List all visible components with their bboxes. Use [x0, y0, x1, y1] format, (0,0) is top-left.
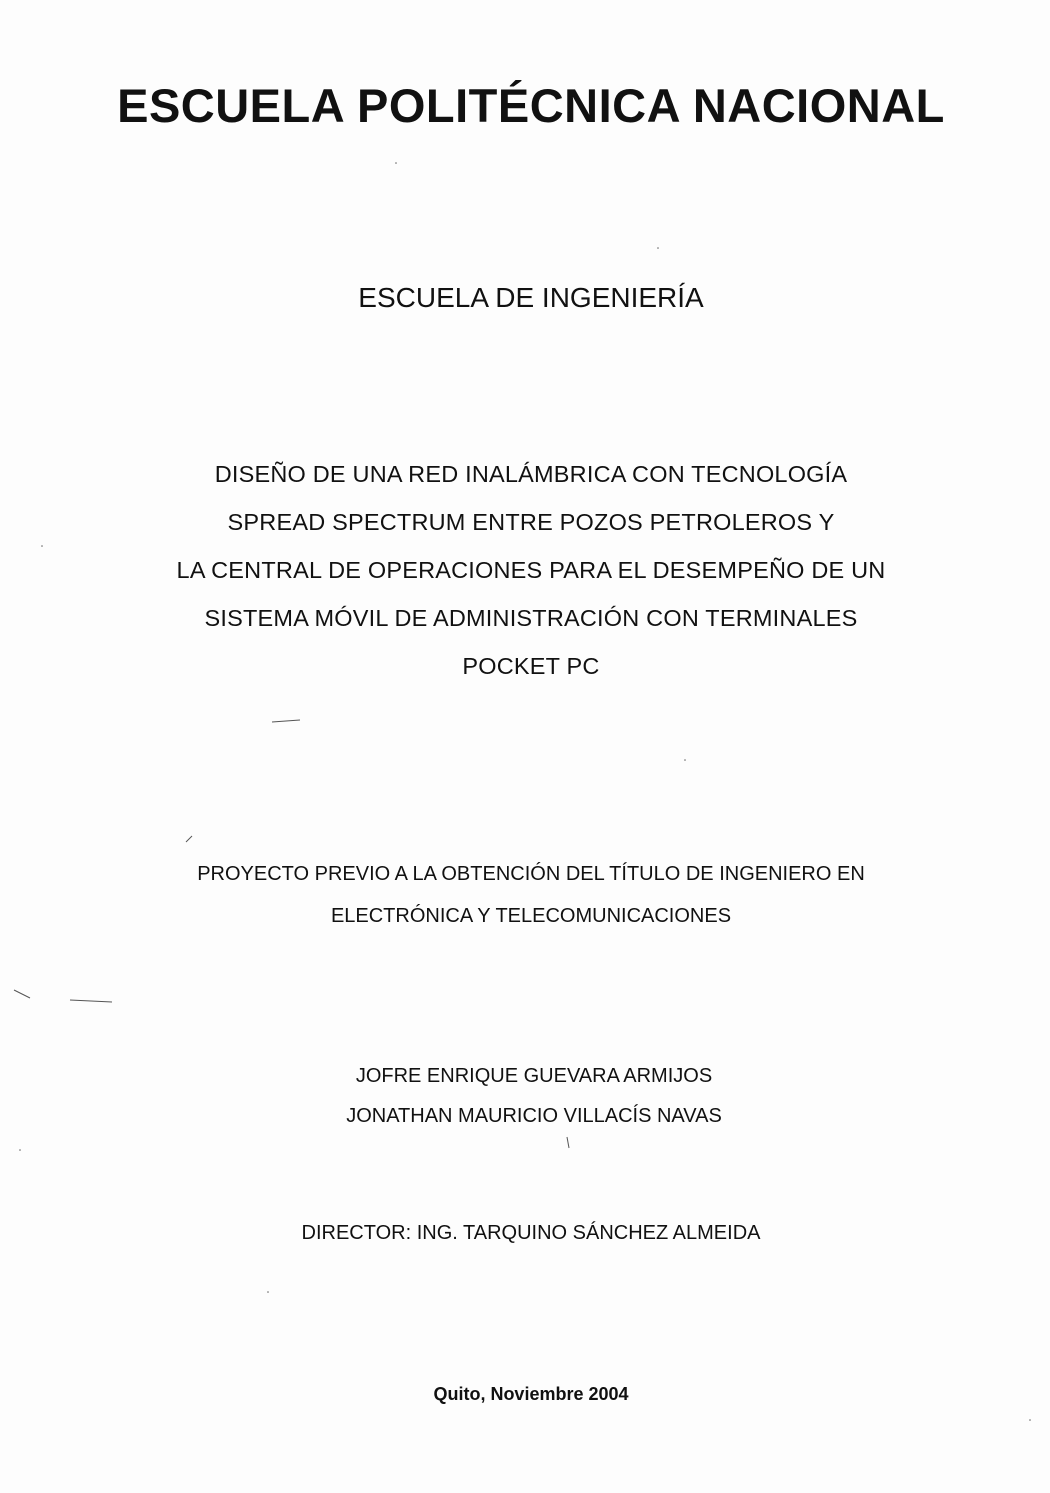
director-line: DIRECTOR: ING. TARQUINO SÁNCHEZ ALMEIDA [301, 1222, 761, 1244]
scan-speck [70, 1000, 112, 1002]
scan-speck [684, 759, 686, 761]
thesis-title-line: LA CENTRAL DE OPERACIONES PARA EL DESEMPEÑO DE UN [176, 557, 886, 583]
place-and-date: Quito, Noviembre 2004 [433, 1384, 629, 1404]
thesis-title-line: POCKET PC [462, 653, 600, 679]
scan-speck [395, 162, 397, 164]
school-name: ESCUELA DE INGENIERÍA [358, 282, 704, 313]
authors [9, 1056, 1050, 1136]
scan-speck [657, 247, 659, 249]
project-statement-line: PROYECTO PREVIO A LA OBTENCIÓN DEL TÍTULO DE INGENIERO EN [197, 863, 865, 885]
project-statement [6, 853, 1050, 937]
thesis-title-line: SPREAD SPECTRUM ENTRE POZOS PETROLEROS Y [227, 509, 835, 535]
scan-speck [19, 1149, 21, 1151]
scan-speck [267, 1291, 269, 1293]
scan-speck [186, 836, 192, 842]
thesis-title [6, 450, 1050, 690]
project-statement-line: ELECTRÓNICA Y TELECOMUNICACIONES [330, 905, 732, 927]
scan-speck [14, 990, 30, 998]
author-name: JONATHAN MAURICIO VILLACÍS NAVAS [346, 1105, 722, 1127]
scan-speck [272, 720, 300, 722]
scan-speck [1029, 1419, 1031, 1421]
scan-speck [567, 1137, 569, 1148]
institution-name: ESCUELA POLITÉCNICA NACIONAL [117, 79, 945, 132]
author-name: JOFRE ENRIQUE GUEVARA ARMIJOS [355, 1065, 713, 1087]
thesis-title-line: SISTEMA MÓVIL DE ADMINISTRACIÓN CON TERMINALES [204, 605, 858, 631]
thesis-title-line: DISEÑO DE UNA RED INALÁMBRICA CON TECNOLOGÍA [214, 461, 848, 487]
